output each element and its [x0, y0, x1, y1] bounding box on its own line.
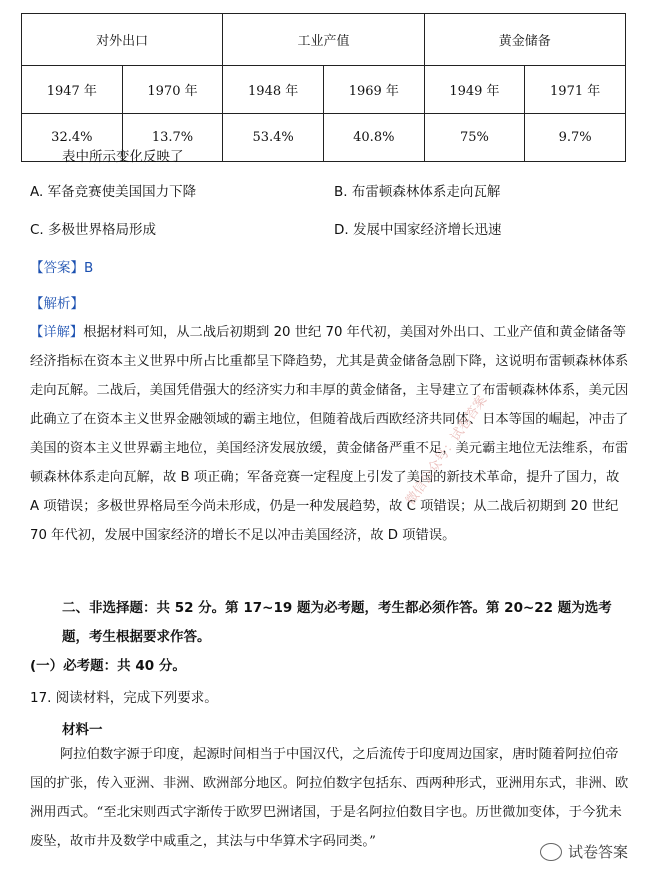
material-title: 材料一 — [62, 722, 103, 738]
value-cell: 9.7% — [525, 114, 626, 162]
option-b: B. 布雷顿森林体系走向瓦解 — [334, 184, 501, 200]
material-text: 阿拉伯数字源于印度，起源时间相当于中国汉代，之后流传于印度周边国家，唐时随着阿拉伯帝国的扩张，传入亚洲、非洲、欧洲部分地区。阿拉伯数字包括东、西两种形式，亚洲用东式，非洲、欧洲用西式。“至北宋则西式字渐传于欧罗巴洲诸国，于是名阿拉伯数目字也。历世微加变体，于今犹未废坠，故市井及数学中咸重之，其法与中华算术字码同类。” — [30, 747, 629, 849]
header-export: 对外出口 — [22, 14, 223, 66]
year-cell: 1948 年 — [223, 66, 324, 114]
detail-paragraph — [30, 318, 630, 550]
value-cell: 13.7% — [122, 114, 223, 162]
detail-text: 根据材料可知，从二战后初期到 20 世纪 70 年代初，美国对外出口、工业产值和黄金储备等经济指标在资本主义世界中所占比重都呈下降趋势，尤其是黄金储备急剧下降，这说明布雷顿森林体系走向瓦解。二战后，美国凭借强大的经济实力和丰厚的黄金储备，主导建立了布雷顿森林体系，美元因此确立了在资本主义世界金融领域的霸主地位，但随着战后西欧经济共同体、日本等国的崛起，冲击了美国的资本主义世界霸主地位，美国经济发展放缓，黄金储备严重不足，美元霸主地位无法维系，布雷顿森林体系走向瓦解，故 B 项正确；军备竞赛一定程度上引发了美国的新技术革命，提升了国力，故 A 项错误；多极世界格局至今尚未形成，仍是一种发展趋势，故 C 项错误；从二战后初期到 20 世纪 70 年代初，发展中国家经济的增长不足以冲击美国经济，故 D 项错误。 — [30, 325, 629, 543]
year-cell: 1947 年 — [22, 66, 123, 114]
wechat-icon — [540, 843, 562, 861]
detail-tag: 【详解】 — [30, 325, 84, 340]
year-cell: 1949 年 — [424, 66, 525, 114]
value-cell: 53.4% — [223, 114, 324, 162]
option-d: D. 发展中国家经济增长迅速 — [334, 222, 502, 238]
value-cell: 40.8% — [323, 114, 424, 162]
option-a: A. 军备竞赛使美国国力下降 — [30, 184, 197, 200]
data-table — [21, 13, 626, 162]
value-cell: 32.4% — [22, 114, 123, 162]
logo-text: 试卷答案 — [567, 843, 628, 861]
header-gold: 黄金储备 — [424, 14, 625, 66]
header-industry: 工业产值 — [223, 14, 424, 66]
watermark: 微信公众号：试卷答案 — [403, 393, 491, 509]
section-two-heading: 二、非选择题：共 52 分。第 17~19 题为必考题，考生都必须作答。第 20~22 题为选考题，考生根据要求作答。 — [62, 600, 612, 645]
year-cell: 1970 年 — [122, 66, 223, 114]
section-two-sub: (一）必考题：共 40 分。 — [30, 658, 186, 674]
value-cell: 75% — [424, 114, 525, 162]
year-cell: 1969 年 — [323, 66, 424, 114]
question-stem: 表中所示变化反映了 — [62, 149, 184, 165]
analysis-label: 【解析】 — [30, 296, 84, 312]
option-c: C. 多极世界格局形成 — [30, 222, 157, 238]
publisher-logo — [540, 841, 628, 862]
year-cell: 1971 年 — [525, 66, 626, 114]
answer-label: 【答案】B — [30, 260, 94, 276]
question-17: 17. 阅读材料，完成下列要求。 — [30, 690, 218, 706]
